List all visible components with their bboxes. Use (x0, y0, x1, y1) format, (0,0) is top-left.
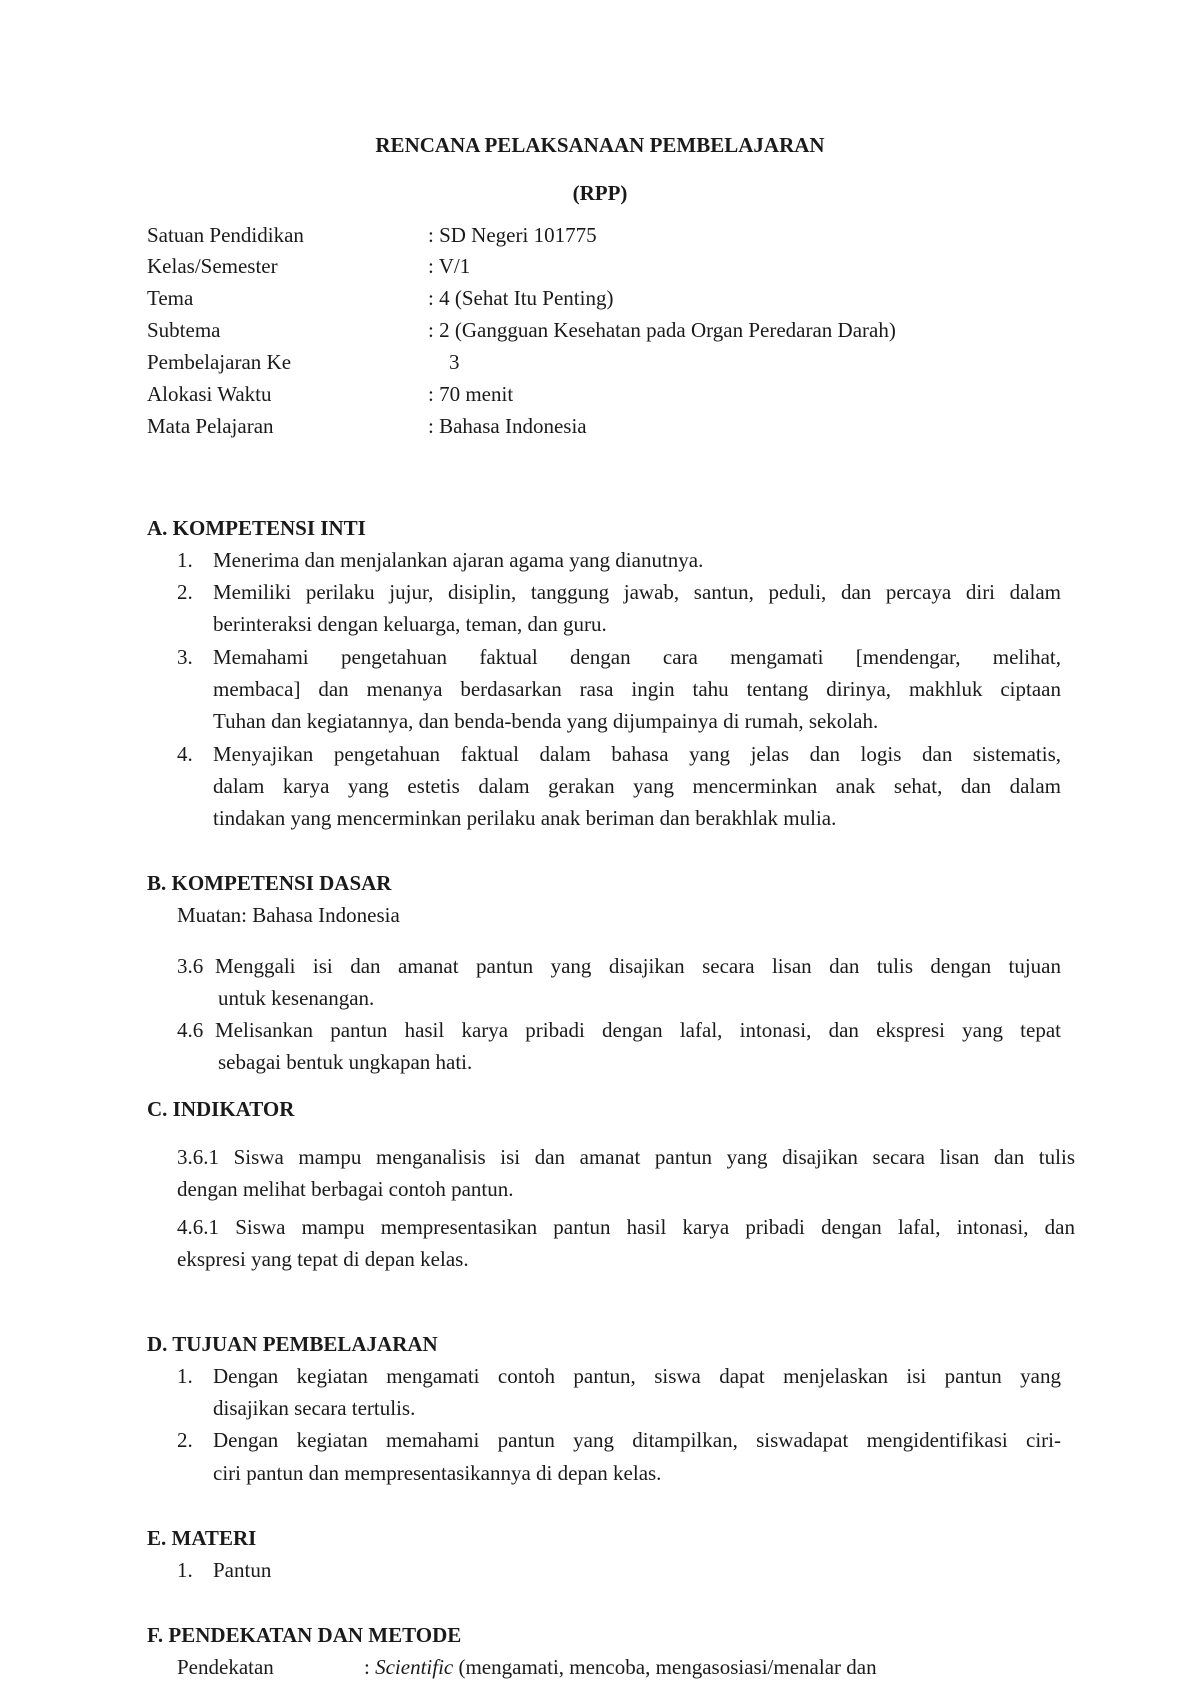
document-title: RENCANA PELAKSANAAN PEMBELAJARAN (375, 133, 825, 157)
list-item-line: Memiliki perilaku jujur, disiplin, tanggung jawab, santun, peduli, dan percaya diri dalam (213, 580, 1061, 604)
identity-value: : 4 (Sehat Itu Penting) (428, 286, 614, 310)
identity-label: Alokasi Waktu (147, 382, 272, 406)
list-item-line: ciri pantun dan mempresentasikannya di depan kelas. (213, 1461, 662, 1485)
section-heading: F. PENDEKATAN DAN METODE (147, 1623, 462, 1647)
identity-value: 3 (449, 350, 460, 374)
muatan-label: Muatan: Bahasa Indonesia (177, 903, 400, 927)
identity-label: Tema (147, 286, 194, 310)
pendekatan-scientific: Scientific (375, 1655, 454, 1679)
indikator-line: 3.6.1 Siswa mampu menganalisis isi dan amanat pantun yang disajikan secara lisan dan tulis (177, 1145, 1075, 1169)
pendekatan-value (364, 1655, 877, 1679)
list-number: 1. (177, 1364, 193, 1388)
list-item-line: Menggali isi dan amanat pantun yang disajikan secara lisan dan tulis dengan tujuan (215, 954, 1061, 978)
indikator-line: ekspresi yang tepat di depan kelas. (177, 1247, 469, 1271)
indikator-line: 4.6.1 Siswa mampu mempresentasikan pantun hasil karya pribadi dengan lafal, intonasi, dan (177, 1215, 1075, 1239)
list-number: 3. (177, 645, 193, 669)
document-subtitle: (RPP) (572, 181, 628, 205)
section-heading: D. TUJUAN PEMBELAJARAN (147, 1332, 438, 1356)
list-item-line: Pantun (213, 1558, 272, 1582)
section-heading: C. INDIKATOR (147, 1097, 295, 1121)
identity-value: : Bahasa Indonesia (428, 414, 587, 438)
identity-label: Kelas/Semester (147, 254, 278, 278)
section-heading: B. KOMPETENSI DASAR (147, 871, 392, 895)
list-number: 4. (177, 742, 193, 766)
list-item-line: untuk kesenangan. (218, 986, 375, 1010)
section-heading: A. KOMPETENSI INTI (147, 516, 366, 540)
list-item-line: sebagai bentuk ungkapan hati. (218, 1050, 473, 1074)
identity-value: : V/1 (428, 254, 471, 278)
identity-label: Subtema (147, 318, 221, 342)
list-item-line: Dengan kegiatan memahami pantun yang ditampilkan, siswadapat mengidentifikasi ciri- (213, 1428, 1061, 1452)
identity-value: : SD Negeri 101775 (428, 223, 597, 247)
list-item-line: Memahami pengetahuan faktual dengan cara mengamati [mendengar, melihat, (213, 645, 1061, 669)
list-item-line: disajikan secara tertulis. (213, 1396, 416, 1420)
list-item-line: berinteraksi dengan keluarga, teman, dan guru. (213, 612, 607, 636)
identity-value: : 2 (Gangguan Kesehatan pada Organ Peredaran Darah) (428, 318, 896, 342)
identity-label: Pembelajaran Ke (147, 350, 292, 374)
list-item-line: Menerima dan menjalankan ajaran agama yang dianutnya. (213, 548, 704, 572)
pendekatan-colon: : (364, 1655, 376, 1679)
list-number: 2. (177, 580, 193, 604)
pendekatan-label: Pendekatan (177, 1655, 274, 1679)
list-item-line: membaca] dan menanya berdasarkan rasa ingin tahu tentang dirinya, makhluk ciptaan (213, 677, 1061, 701)
list-item-line: tindakan yang mencerminkan perilaku anak beriman dan berakhlak mulia. (213, 806, 837, 830)
pendekatan-detail: (mengamati, mencoba, mengasosiasi/menalar dan (453, 1655, 877, 1679)
list-item-line: Tuhan dan kegiatannya, dan benda-benda yang dijumpainya di rumah, sekolah. (213, 709, 879, 733)
list-number: 1. (177, 548, 193, 572)
list-number: 2. (177, 1428, 193, 1452)
identity-label: Satuan Pendidikan (147, 223, 304, 247)
list-item-line: Menyajikan pengetahuan faktual dalam bahasa yang jelas dan logis dan sistematis, (213, 742, 1061, 766)
identity-value: : 70 menit (428, 382, 514, 406)
indikator-line: dengan melihat berbagai contoh pantun. (177, 1177, 514, 1201)
list-item-line: Melisankan pantun hasil karya pribadi dengan lafal, intonasi, dan ekspresi yang tepat (215, 1018, 1061, 1042)
list-number: 4.6 (177, 1018, 204, 1042)
section-heading: E. MATERI (147, 1526, 257, 1550)
list-item-line: dalam karya yang estetis dalam gerakan yang mencerminkan anak sehat, dan dalam (213, 774, 1061, 798)
list-item-line: Dengan kegiatan mengamati contoh pantun, siswa dapat menjelaskan isi pantun yang (213, 1364, 1061, 1388)
list-number: 1. (177, 1558, 193, 1582)
list-number: 3.6 (177, 954, 204, 978)
identity-label: Mata Pelajaran (147, 414, 274, 438)
